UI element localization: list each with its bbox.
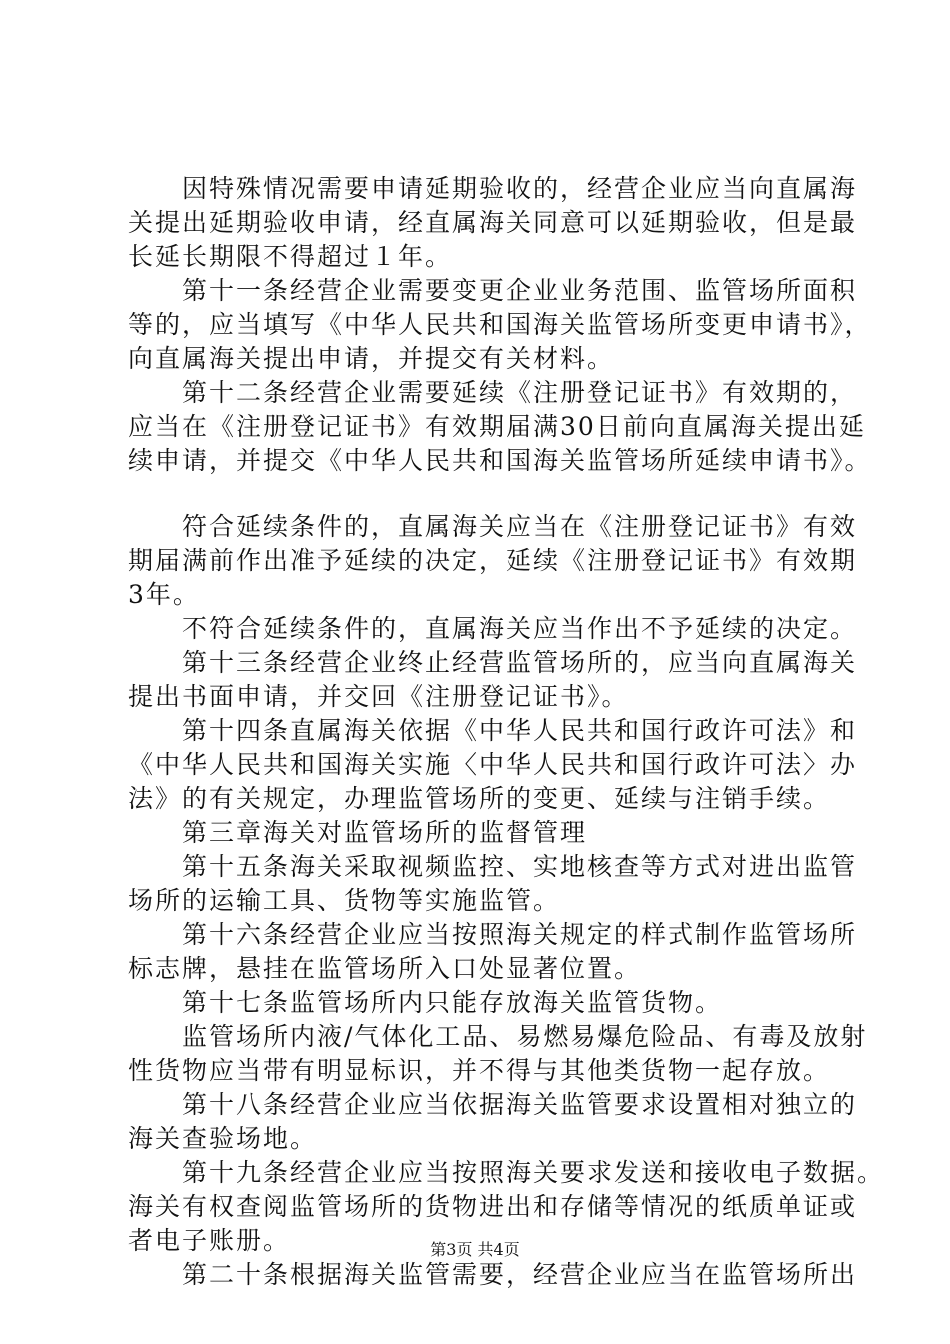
text-line: 第十一条经营企业需要变更企业业务范围、监管场所面积 <box>182 276 858 305</box>
text-line: 第三章海关对监管场所的监督管理 <box>182 818 588 847</box>
paragraph <box>128 986 838 1020</box>
text-line: 关提出延期验收申请，经直属海关同意可以延期验收，但是最 <box>128 208 858 237</box>
chapter-heading <box>128 816 838 850</box>
page-number-footer: 第3页 共4页 <box>430 1240 520 1259</box>
text-line: 应当在《注册登记证书》有效期届满30日前向直属海关提出延 <box>128 412 866 441</box>
text-line: 3年。 <box>128 580 200 609</box>
paragraph <box>128 646 858 714</box>
paragraph-gap <box>128 478 838 510</box>
paragraph <box>128 1020 868 1088</box>
text-line: 者电子账册。 <box>128 1226 291 1255</box>
text-line: 《中华人民共和国海关实施〈中华人民共和国行政许可法〉办 <box>128 750 858 779</box>
text-line: 第十八条经营企业应当依据海关监管要求设置相对独立的 <box>182 1090 858 1119</box>
paragraph <box>128 850 858 918</box>
text-line: 监管场所内液/气体化工品、易燃易爆危险品、有毒及放射 <box>182 1022 868 1051</box>
paragraph <box>128 714 858 816</box>
text-line: 标志牌，悬挂在监管场所入口处显著位置。 <box>128 954 642 983</box>
text-line: 场所的运输工具、货物等实施监管。 <box>128 886 561 915</box>
text-line: 第二十条根据海关监管需要，经营企业应当在监管场所出 <box>182 1260 858 1289</box>
text-line: 第十三条经营企业终止经营监管场所的，应当向直属海关 <box>182 648 858 677</box>
text-line: 提出书面申请，并交回《注册登记证书》。 <box>128 682 629 711</box>
paragraph <box>128 612 858 646</box>
paragraph <box>128 376 872 478</box>
paragraph <box>128 1258 858 1292</box>
text-line: 长延长期限不得超过１年。 <box>128 242 453 271</box>
text-line: 第十九条经营企业应当按照海关要求发送和接收电子数据。 <box>182 1158 885 1187</box>
text-line: 符合延续条件的，直属海关应当在《注册登记证书》有效 <box>182 512 858 541</box>
document-body <box>128 172 885 1292</box>
paragraph <box>128 1088 858 1156</box>
paragraph <box>128 918 858 986</box>
text-line: 性货物应当带有明显标识，并不得与其他类货物一起存放。 <box>128 1056 831 1085</box>
text-line: 第十六条经营企业应当按照海关规定的样式制作监管场所 <box>182 920 858 949</box>
paragraph <box>128 274 872 376</box>
text-line: 海关有权查阅监管场所的货物进出和存储等情况的纸质单证或 <box>128 1192 858 1221</box>
text-line: 不符合延续条件的，直属海关应当作出不予延续的决定。 <box>182 614 858 643</box>
paragraph <box>128 172 858 274</box>
text-line: 因特殊情况需要申请延期验收的，经营企业应当向直属海 <box>182 174 858 203</box>
text-line: 第十七条监管场所内只能存放海关监管货物。 <box>182 988 723 1017</box>
text-line: 等的，应当填写《中华人民共和国海关监管场所变更申请书》， <box>128 310 872 339</box>
text-line: 第十二条经营企业需要延续《注册登记证书》有效期的， <box>182 378 858 407</box>
text-line: 第十四条直属海关依据《中华人民共和国行政许可法》和 <box>182 716 858 745</box>
text-line: 向直属海关提出申请，并提交有关材料。 <box>128 344 615 373</box>
text-line: 续申请，并提交《中华人民共和国海关监管场所延续申请书》。 <box>128 446 872 475</box>
paragraph <box>128 510 858 612</box>
text-line: 期届满前作出准予延续的决定，延续《注册登记证书》有效期 <box>128 546 858 575</box>
text-line: 海关查验场地。 <box>128 1124 318 1153</box>
text-line: 第十五条海关采取视频监控、实地核查等方式对进出监管 <box>182 852 858 881</box>
text-line: 法》的有关规定，办理监管场所的变更、延续与注销手续。 <box>128 784 831 813</box>
